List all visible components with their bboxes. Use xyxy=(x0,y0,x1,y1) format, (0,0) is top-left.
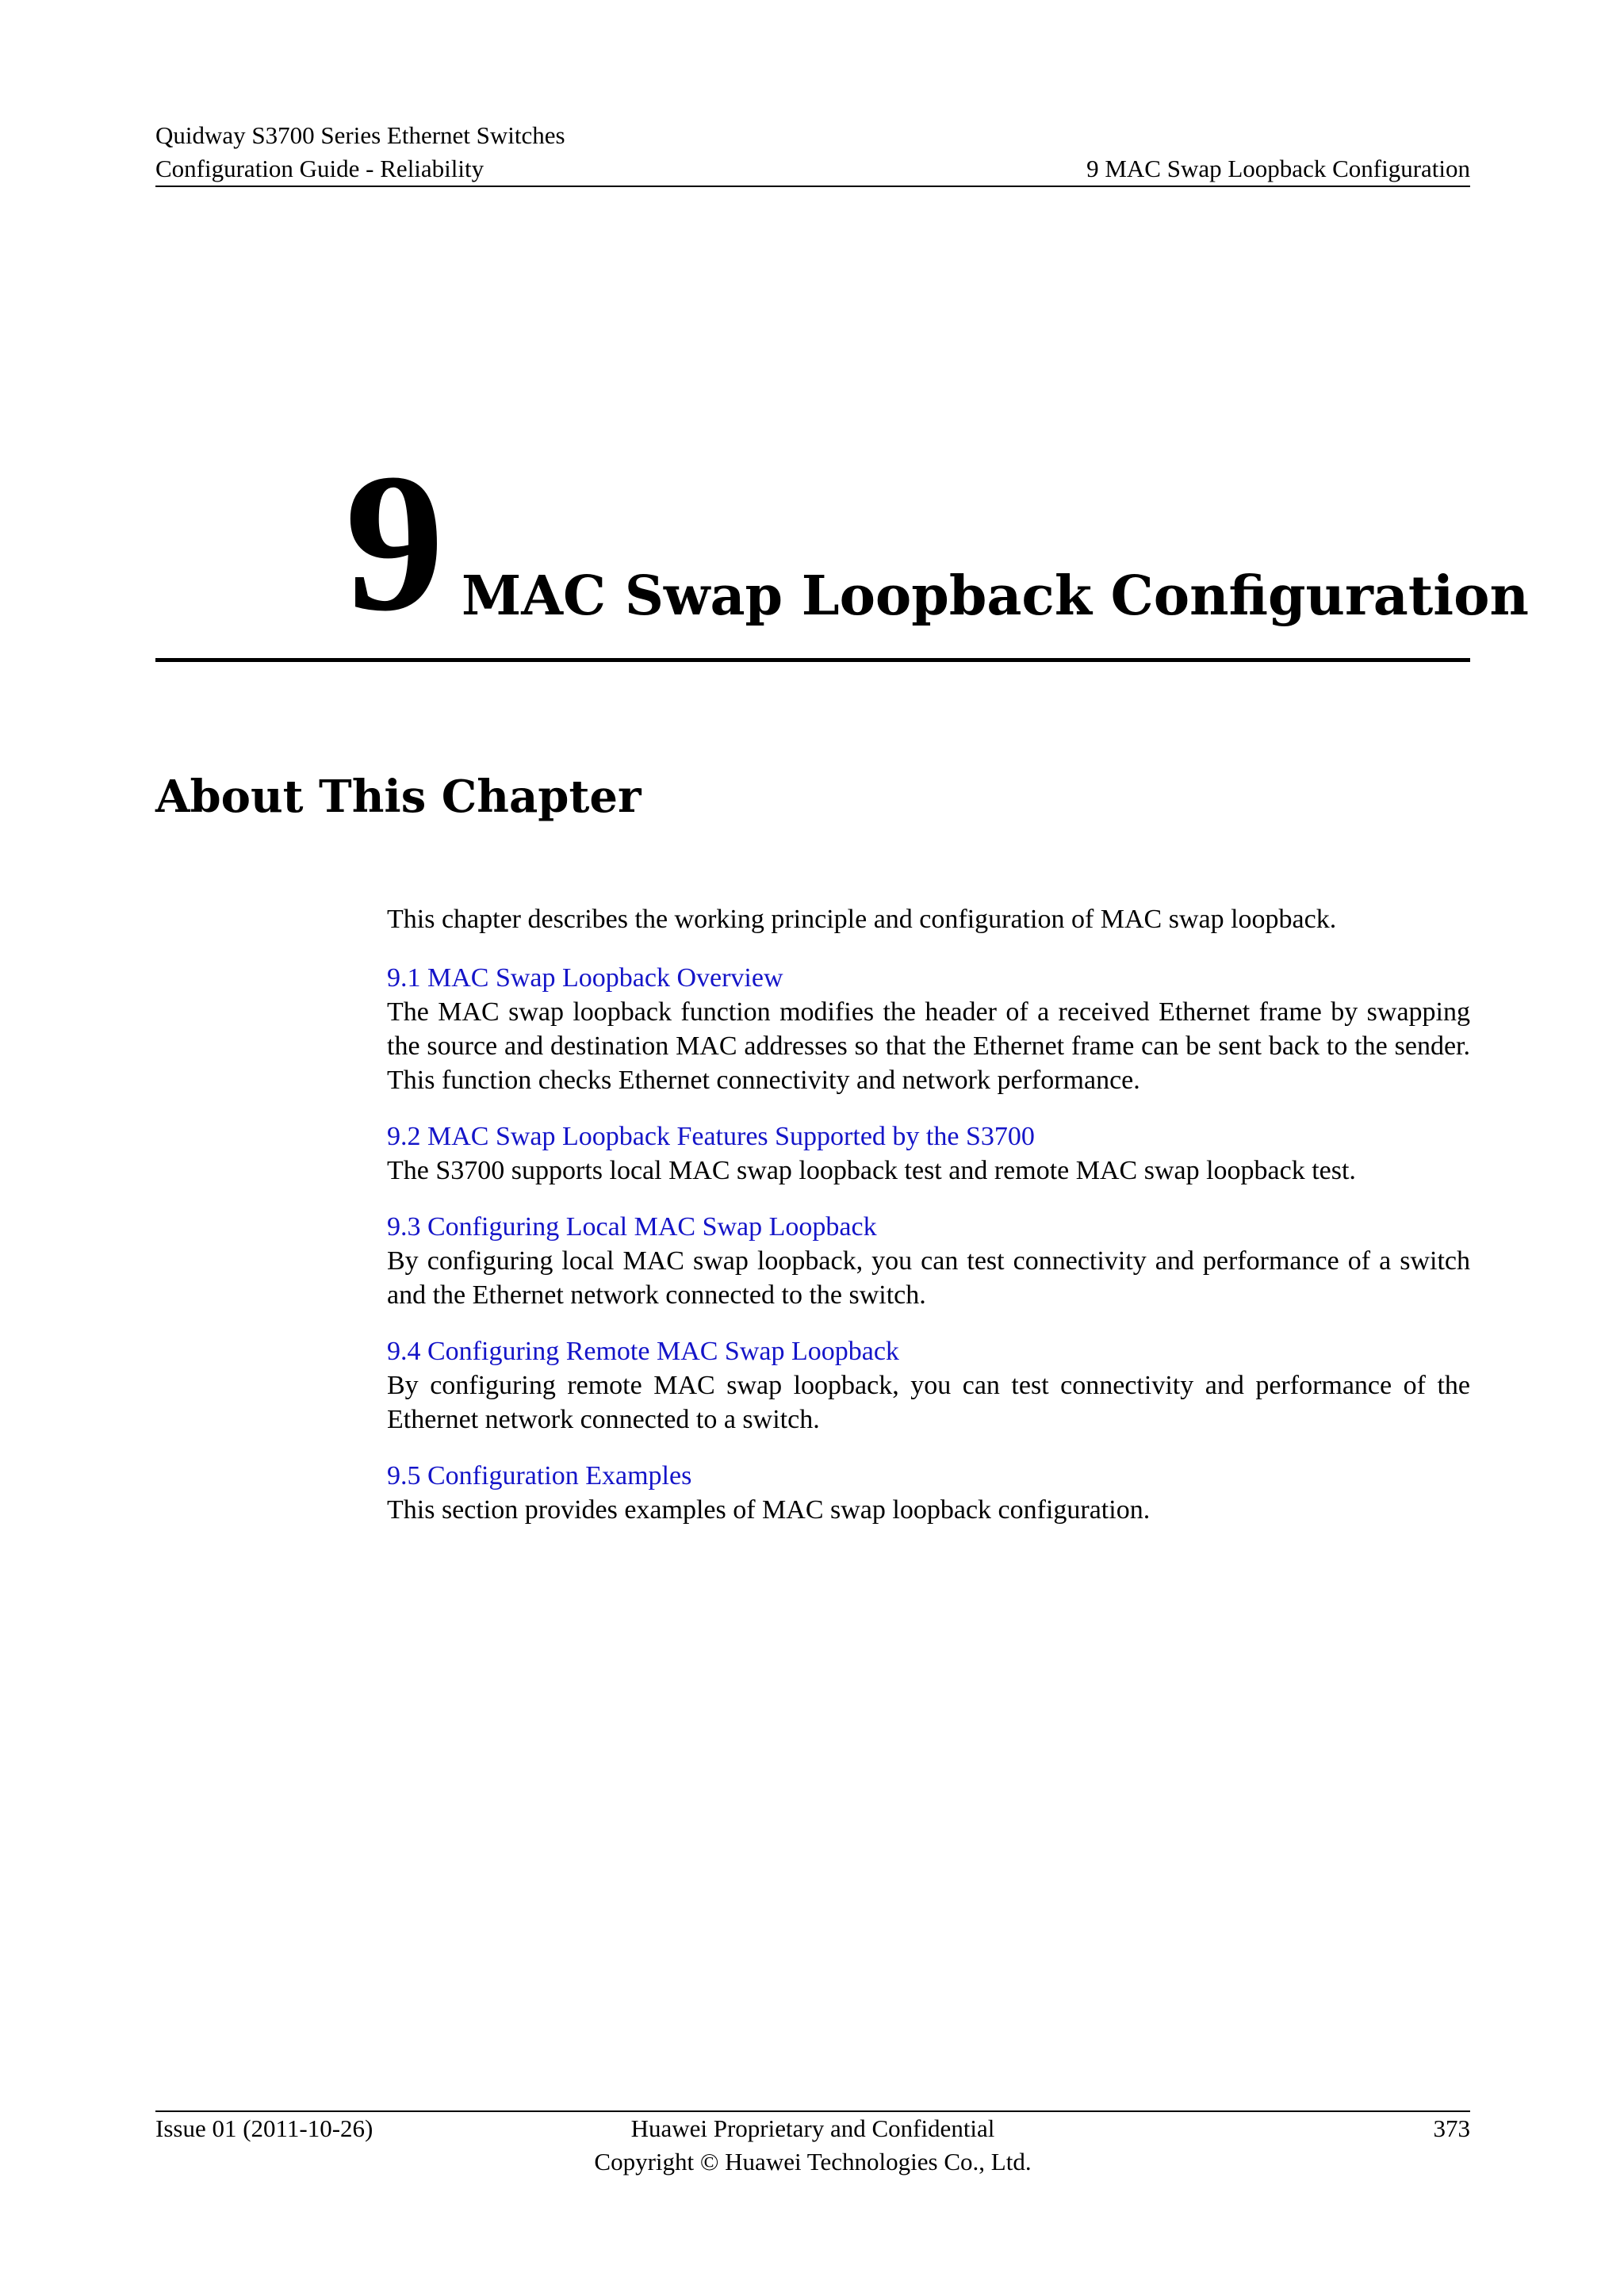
header-left xyxy=(155,119,565,186)
page-number: 373 xyxy=(1433,2114,1470,2142)
about-heading: About This Chapter xyxy=(155,771,642,823)
chapter-number: 9 xyxy=(345,433,444,652)
toc-entry xyxy=(387,1334,1470,1437)
footer-confidential: Huawei Proprietary and Confidential xyxy=(630,2114,995,2142)
toc-desc-9-2: The S3700 supports local MAC swap loopback test and remote MAC swap loopback test. xyxy=(387,1156,1356,1185)
footer-copyright: Copyright © Huawei Technologies Co., Ltd. xyxy=(594,2148,1032,2175)
toc-link-9-2[interactable]: 9.2 MAC Swap Loopback Features Supported by the S3700 xyxy=(387,1122,1035,1151)
page-header xyxy=(155,119,1470,187)
toc-entry xyxy=(387,961,1470,1097)
chapter-title: MAC Swap Loopback Configuration xyxy=(462,564,1529,628)
about-content xyxy=(387,902,1470,1549)
toc-entry xyxy=(387,1459,1470,1527)
toc-entry xyxy=(387,1210,1470,1312)
about-intro: This chapter describes the working principle and configuration of MAC swap loopback. xyxy=(387,905,1337,934)
toc-link-9-4[interactable]: 9.4 Configuring Remote MAC Swap Loopback xyxy=(387,1337,899,1366)
toc-link-9-5[interactable]: 9.5 Configuration Examples xyxy=(387,1461,692,1490)
toc-desc-9-1: The MAC swap loopback function modifies the header of a received Ethernet frame by swapping the source and destination MAC addresses so that the Ethernet frame can be sent back to the sender. This function checks Ethernet connectivity and network performance. xyxy=(387,997,1470,1095)
footer-issue: Issue 01 (2011-10-26) xyxy=(155,2114,373,2142)
chapter-title-rule xyxy=(155,658,1470,662)
header-guide: Configuration Guide - Reliability xyxy=(155,155,485,182)
toc-link-9-1[interactable]: 9.1 MAC Swap Loopback Overview xyxy=(387,963,783,993)
toc-desc-9-4: By configuring remote MAC swap loopback, you can test connectivity and performance of the Ethernet network connected to a switch. xyxy=(387,1371,1470,1434)
page-footer xyxy=(155,2110,1470,2188)
toc-entry xyxy=(387,1119,1470,1188)
toc-link-9-3[interactable]: 9.3 Configuring Local MAC Swap Loopback xyxy=(387,1212,877,1242)
footer-center xyxy=(155,2112,1470,2179)
header-product: Quidway S3700 Series Ethernet Switches xyxy=(155,121,565,149)
header-chapter-ref: 9 MAC Swap Loopback Configuration xyxy=(1086,155,1470,182)
toc-desc-9-3: By configuring local MAC swap loopback, you can test connectivity and performance of a switch and the Ethernet network connected to the switch. xyxy=(387,1246,1470,1310)
toc-desc-9-5: This section provides examples of MAC swap loopback configuration. xyxy=(387,1495,1151,1525)
